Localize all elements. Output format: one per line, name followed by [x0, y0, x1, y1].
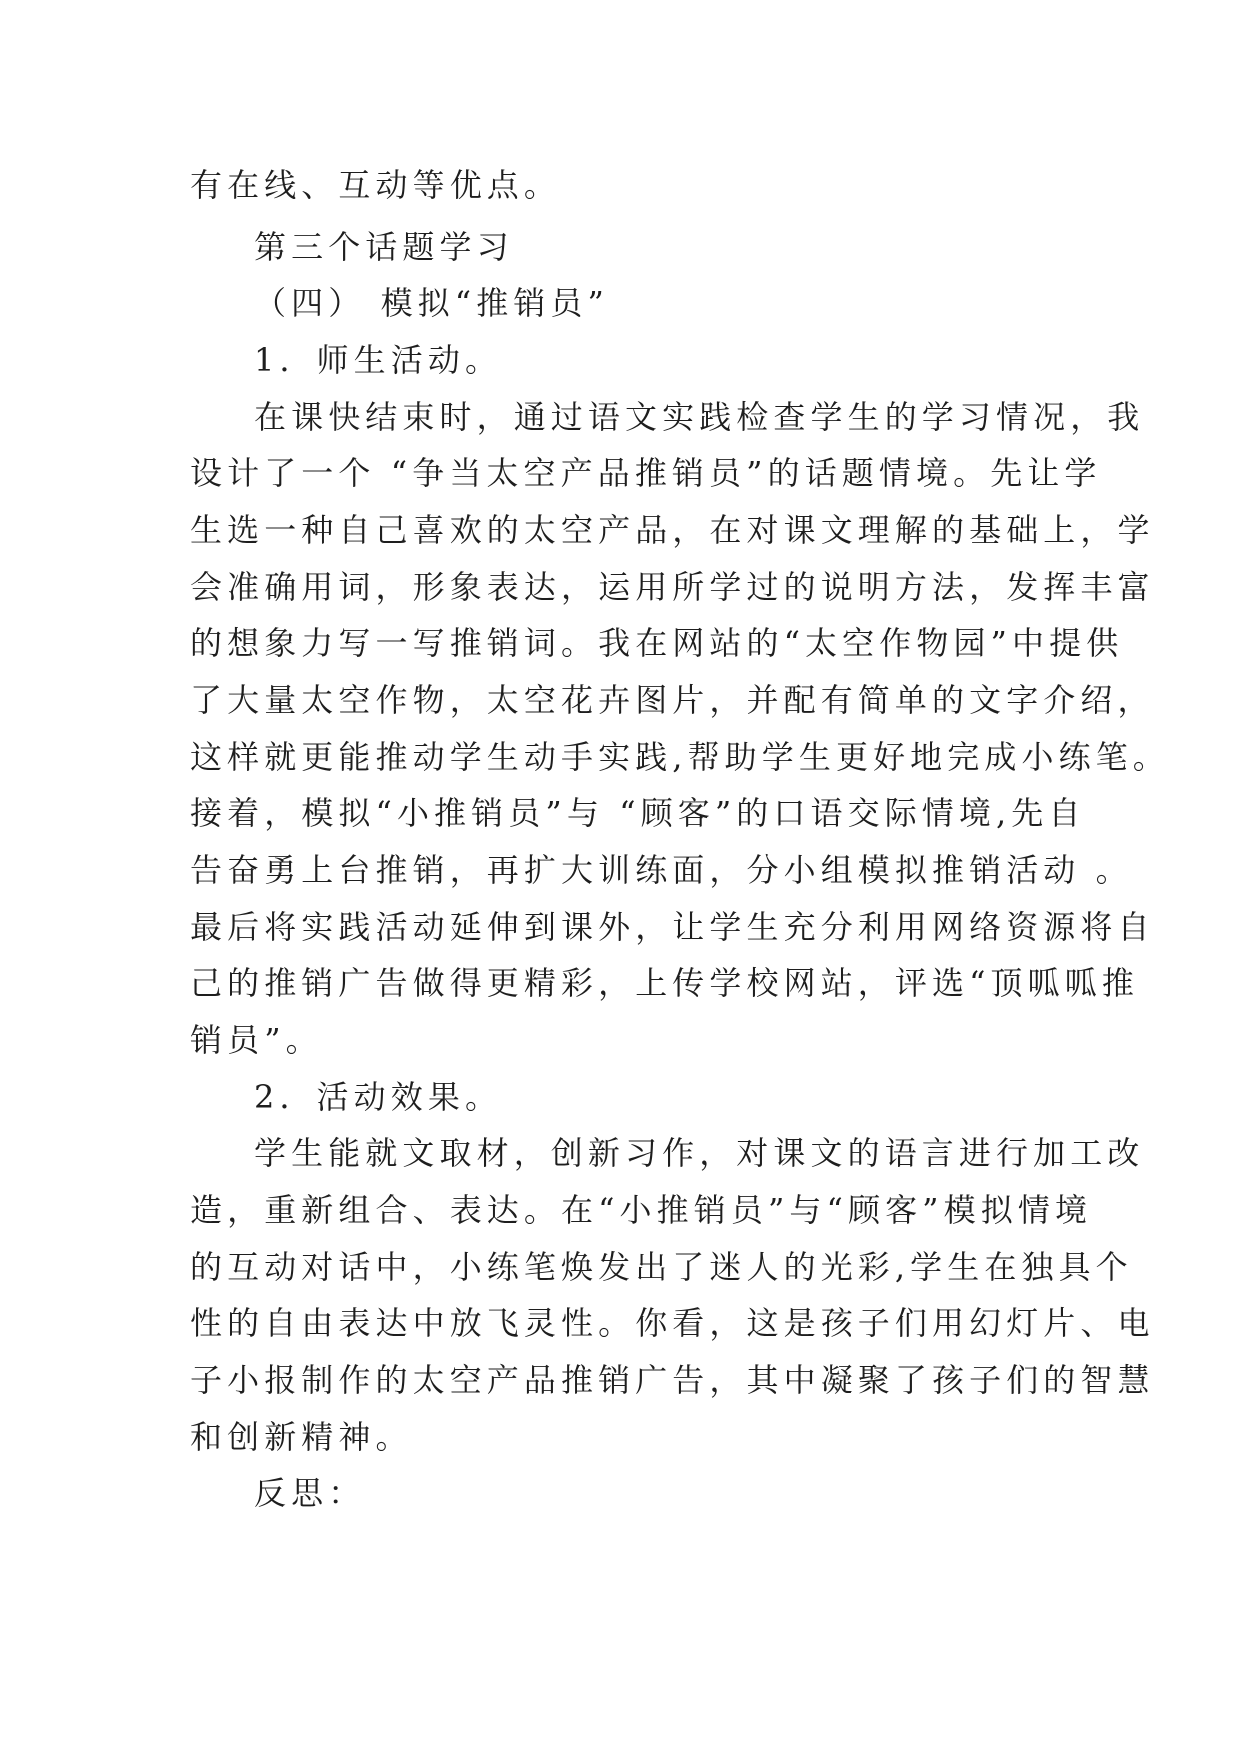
- paragraph-line: 造，重新组合、表达。在“小推销员”与“顾客”模拟情境: [190, 1191, 1093, 1229]
- paragraph-line: 的想象力写一写推销词。我在网站的“太空作物园”中提供: [190, 624, 1124, 662]
- paragraph-line: 最后将实践活动延伸到课外，让学生充分利用网络资源将自: [190, 908, 1155, 946]
- paragraph-line: 告奋勇上台推销，再扩大训练面，分小组模拟推销活动 。: [190, 851, 1133, 889]
- paragraph-line: 己的推销广告做得更精彩，上传学校网站，评选“顶呱呱推: [190, 964, 1139, 1002]
- paragraph-line: 了大量太空作物，太空花卉图片，并配有简单的文字介绍，: [190, 681, 1155, 719]
- text-line: 有在线、互动等优点。: [190, 166, 562, 204]
- paragraph-line: 在课快结束时，通过语文实践检查学生的学习情况，我: [254, 398, 1145, 436]
- paragraph-line: 性的自由表达中放飞灵性。你看，这是孩子们用幻灯片、电: [190, 1304, 1155, 1342]
- paragraph-line: 接着，模拟“小推销员”与 “顾客”的口语交际情境,先自: [190, 794, 1086, 832]
- paragraph-line: 和创新精神。: [190, 1418, 413, 1456]
- paragraph-line: 生选一种自己喜欢的太空产品，在对课文理解的基础上，学: [190, 511, 1155, 549]
- section-heading: 第三个话题学习: [254, 228, 514, 266]
- paragraph-line: 子小报制作的太空产品推销广告，其中凝聚了孩子们的智慧: [190, 1361, 1155, 1399]
- paragraph-line: 会准确用词，形象表达，运用所学过的说明方法，发挥丰富: [190, 568, 1155, 606]
- paragraph-line: 销员”。: [190, 1021, 323, 1059]
- paragraph-line: 学生能就文取材，创新习作，对课文的语言进行加工改: [254, 1134, 1145, 1172]
- subsection-heading: （四） 模拟“推销员”: [254, 284, 609, 322]
- item-heading: 2．活动效果。: [254, 1078, 503, 1116]
- paragraph-line: 设计了一个 “争当太空产品推销员”的话题情境。先让学: [190, 454, 1102, 492]
- reflection-heading: 反思：: [254, 1474, 366, 1512]
- paragraph-line: 这样就更能推动学生动手实践,帮助学生更好地完成小练笔。: [190, 738, 1170, 776]
- item-heading: 1．师生活动。: [254, 341, 503, 379]
- paragraph-line: 的互动对话中，小练笔焕发出了迷人的光彩,学生在独具个: [190, 1248, 1133, 1286]
